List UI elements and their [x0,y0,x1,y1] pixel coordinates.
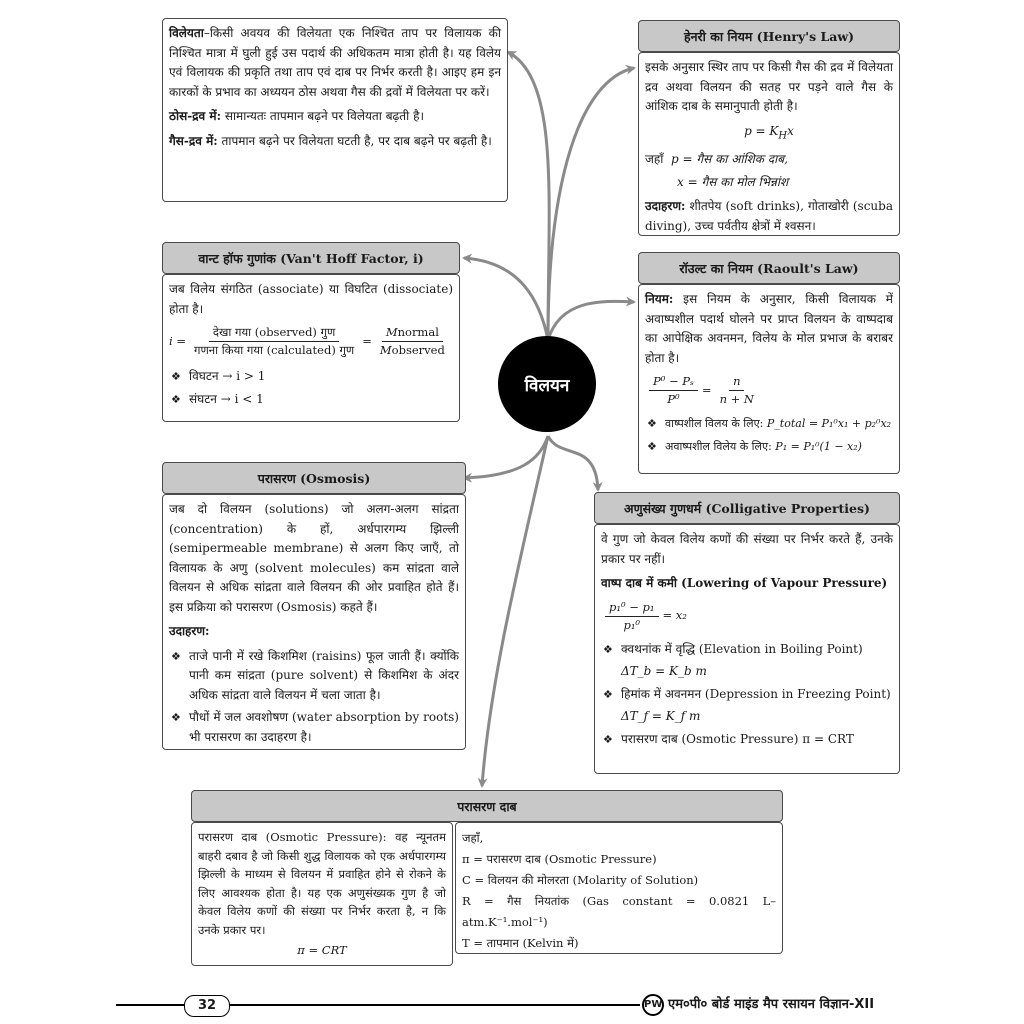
raoult-bullet-volatile: ❖ वाष्पशील विलय के लिए: P_total = P₁⁰x₁ + p₂⁰x₂ [645,414,893,434]
osmotic-c-line: C = विलयन की मोलरता (Molarity of Solution) [462,873,699,887]
vanthoff-box [162,274,460,422]
boiling-point-bullet: ❖ क्वथनांक में वृद्धि (Elevation in Boiling Point) [601,640,893,660]
vanthoff-text: जब विलेय संगठित (associate) या विघटित (dissociate) होता है। [169,282,453,316]
arrow-to-raoult [548,301,634,340]
freezing-point-formula: ΔT_f = K_f m [621,709,701,723]
arrow-to-osmotic-pressure [482,436,548,786]
arrow-to-vanthoff [464,258,548,340]
raoult-bullet-nonvolatile: ❖ अवाष्पशील विलेय के लिए: P₁ = P₁⁰(1 − x₂) [645,437,893,457]
arrow-to-colligative [548,436,598,490]
osmosis-title: परासरण (Osmosis) [257,470,371,486]
osmosis-example-head: उदाहरण: [169,624,210,638]
vanthoff-formula: i = $\frac{\text{देखा गया (observed) गुण}}{\text{गणना किया गया (calculated) गुण}}$ = $\frac{\text{Mnormal}}{\text{Mobserved}}$ [169,325,445,357]
colligative-header [594,492,900,524]
solubility-box [162,18,508,202]
solid-liquid-line [169,107,501,127]
footer-line-right [230,1004,640,1006]
raoult-header [638,252,900,284]
henry-x-line: x = गैस का मोल भिन्नांश [677,174,789,189]
arrow-to-osmosis [464,436,548,478]
arrow-to-henry [548,68,634,340]
osmotic-r-line: R = गैस नियतांक (Gas constant = 0.0821 L– atm.K⁻¹.mol⁻¹) [462,894,776,929]
henry-formula: $p = K_Hx$ [744,123,794,141]
osmotic-where: जहाँ, [462,831,484,845]
osmotic-pressure-definition: परासरण दाब (Osmotic Pressure): वह न्यूनतम बाहरी दबाव है जो किसी शुद्ध विलायक को एक अर्धपारगम्य झिल्ली के माध्यम से विलयन में प्रवाहित होने से रोकने के लिए आवश्यक होता है। यह एक अणुसंख्यक गुण है जो केवल विलेय कणों की संख्या पर निर्भर करता है, न कि उनके प्रकार पर। [198,830,446,937]
center-title: विलयन [524,375,570,396]
solid-liquid-text: सामान्यतः तापमान बढ़ने पर विलेयता बढ़ती है। [221,109,424,123]
gas-liquid-line [169,132,501,152]
colligative-title: अणुसंख्य गुणधर्म (Colligative Properties) [624,500,870,516]
boiling-point-formula: ΔT_b = K_b m [621,664,707,678]
osmosis-header [162,462,466,494]
gas-liquid-term: गैस-द्रव में: [169,133,218,148]
osmosis-bullet-plants: ❖ पौधों में जल अवशोषण (water absorption by roots) भी परासरण का उदाहरण है। [169,708,459,747]
raoult-formula: $\frac{\text{P⁰ − Pₛ}}{\text{P⁰}}$ = $\frac{n}{n + N}$ [645,373,893,408]
osmotic-pressure-title: परासरण दाब [457,798,517,814]
book-title: एम०पी० बोर्ड माइंड मैप रसायन विज्ञान-XII [668,997,875,1012]
solubility-intro-text: –किसी अवयव की विलेयता एक निश्चित ताप पर विलायक की निश्चित मात्रा में घुली हुई उस पदार्थ की अधिकतम मात्रा होती है। यह विलेय एवं विलायक की प्रकृति तथा ताप एवं दाब पर निर्भर करती है। आइए हम इन कारकों के प्रभाव का अध्ययन ठोस अथवा गैस की द्रवों में विलेयता पर करें। [169,26,501,99]
osmotic-t-line: T = तापमान (Kelvin में) [462,936,579,950]
center-node [498,336,596,432]
osmosis-text: जब दो विलयन (solutions) जो अलग-अलग सांद्रता (concentration) के हों, अर्धपारगम्य झिल्ली (semipermeable membrane) से अलग किए जाएँ, तो विलायक के अणु (solvent molecules) कम सांद्रता वाले विलयन से अधिक सांद्रता वाले विलयन की ओर प्रवाहित होते हैं। इस प्रक्रिया को परासरण (Osmosis) कहते हैं। [169,502,459,614]
vapour-pressure-formula: $\frac{\text{p₁⁰ − p₁}}{\text{p₁⁰}}$ = x₂ [601,599,893,634]
page-number: 32 [184,995,230,1017]
henry-header [638,20,900,52]
vapour-pressure-head: वाष्प दाब में कमी (Lowering of Vapour Pressure) [601,576,888,590]
footer-line-left [116,1004,184,1006]
publisher-logo-icon: PW [642,994,664,1016]
henry-example: उदाहरण: शीतपेय (soft drinks), गोताखोरी (scuba diving), उच्च पर्वतीय क्षेत्रों में श्वसन। [645,199,893,233]
osmotic-pressure-left-box [191,822,453,966]
vanthoff-title: वान्ट हॉफ गुणांक (Van't Hoff Factor, i) [198,250,424,266]
raoult-box [638,284,900,474]
henry-where: जहाँ p = गैस का आंशिक दाब, [645,152,788,167]
solubility-intro [169,24,501,102]
raoult-title: रॉउल्ट का नियम (Raoult's Law) [679,260,859,276]
osmotic-pressure-formula: π = CRT [297,943,347,957]
henry-title: हेनरी का नियम (Henry's Law) [683,28,855,44]
solid-liquid-term: ठोस-द्रव में: [169,109,222,123]
arrow-to-solubility [508,52,549,340]
vanthoff-header [162,242,460,274]
vanthoff-bullet-association: ❖ संघटन → i < 1 [169,390,453,410]
henry-box [638,52,900,236]
osmotic-pressure-right-box [455,822,783,954]
osmotic-pressure-header [191,790,783,822]
colligative-text: वे गुण जो केवल विलेय कणों की संख्या पर निर्भर करते हैं, उनके प्रकार पर नहीं। [601,532,893,566]
osmosis-bullet-raisins: ❖ ताजे पानी में रखे किशमिश (raisins) फूल जाती हैं। क्योंकि पानी कम सांद्रता (pure solvent) से किशमिश के अंदर अधिक सांद्रता वाले विलयन में चला जाता है। [169,647,459,706]
osmotic-pressure-bullet: ❖ परासरण दाब (Osmotic Pressure) π = CRT [601,730,893,750]
gas-liquid-text: तापमान बढ़ने पर विलेयता घटती है, पर दाब बढ़ने पर बढ़ती है। [217,133,492,148]
raoult-rule: नियम: इस नियम के अनुसार, किसी विलायक में अवाष्पशील पदार्थ घोलने पर प्राप्त विलयन के वाष्पदाब का आपेक्षिक अवनमन, विलेय के मोल प्रभाज के बराबर होता है। [645,292,893,365]
osmosis-box [162,494,466,750]
colligative-box [594,524,900,774]
osmotic-pi-line: π = परासरण दाब (Osmotic Pressure) [462,852,657,866]
freezing-point-bullet: ❖ हिमांक में अवनमन (Depression in Freezing Point) [601,685,893,705]
vanthoff-bullet-dissociation: ❖ विघटन → i > 1 [169,367,453,387]
henry-text: इसके अनुसार स्थिर ताप पर किसी गैस की द्रव में विलेयता द्रव अथवा विलयन की सतह पर पड़ने वाले गैस के आंशिक दाब के समानुपाती होती है। [645,60,893,113]
solubility-term: विलेयता [169,26,204,40]
